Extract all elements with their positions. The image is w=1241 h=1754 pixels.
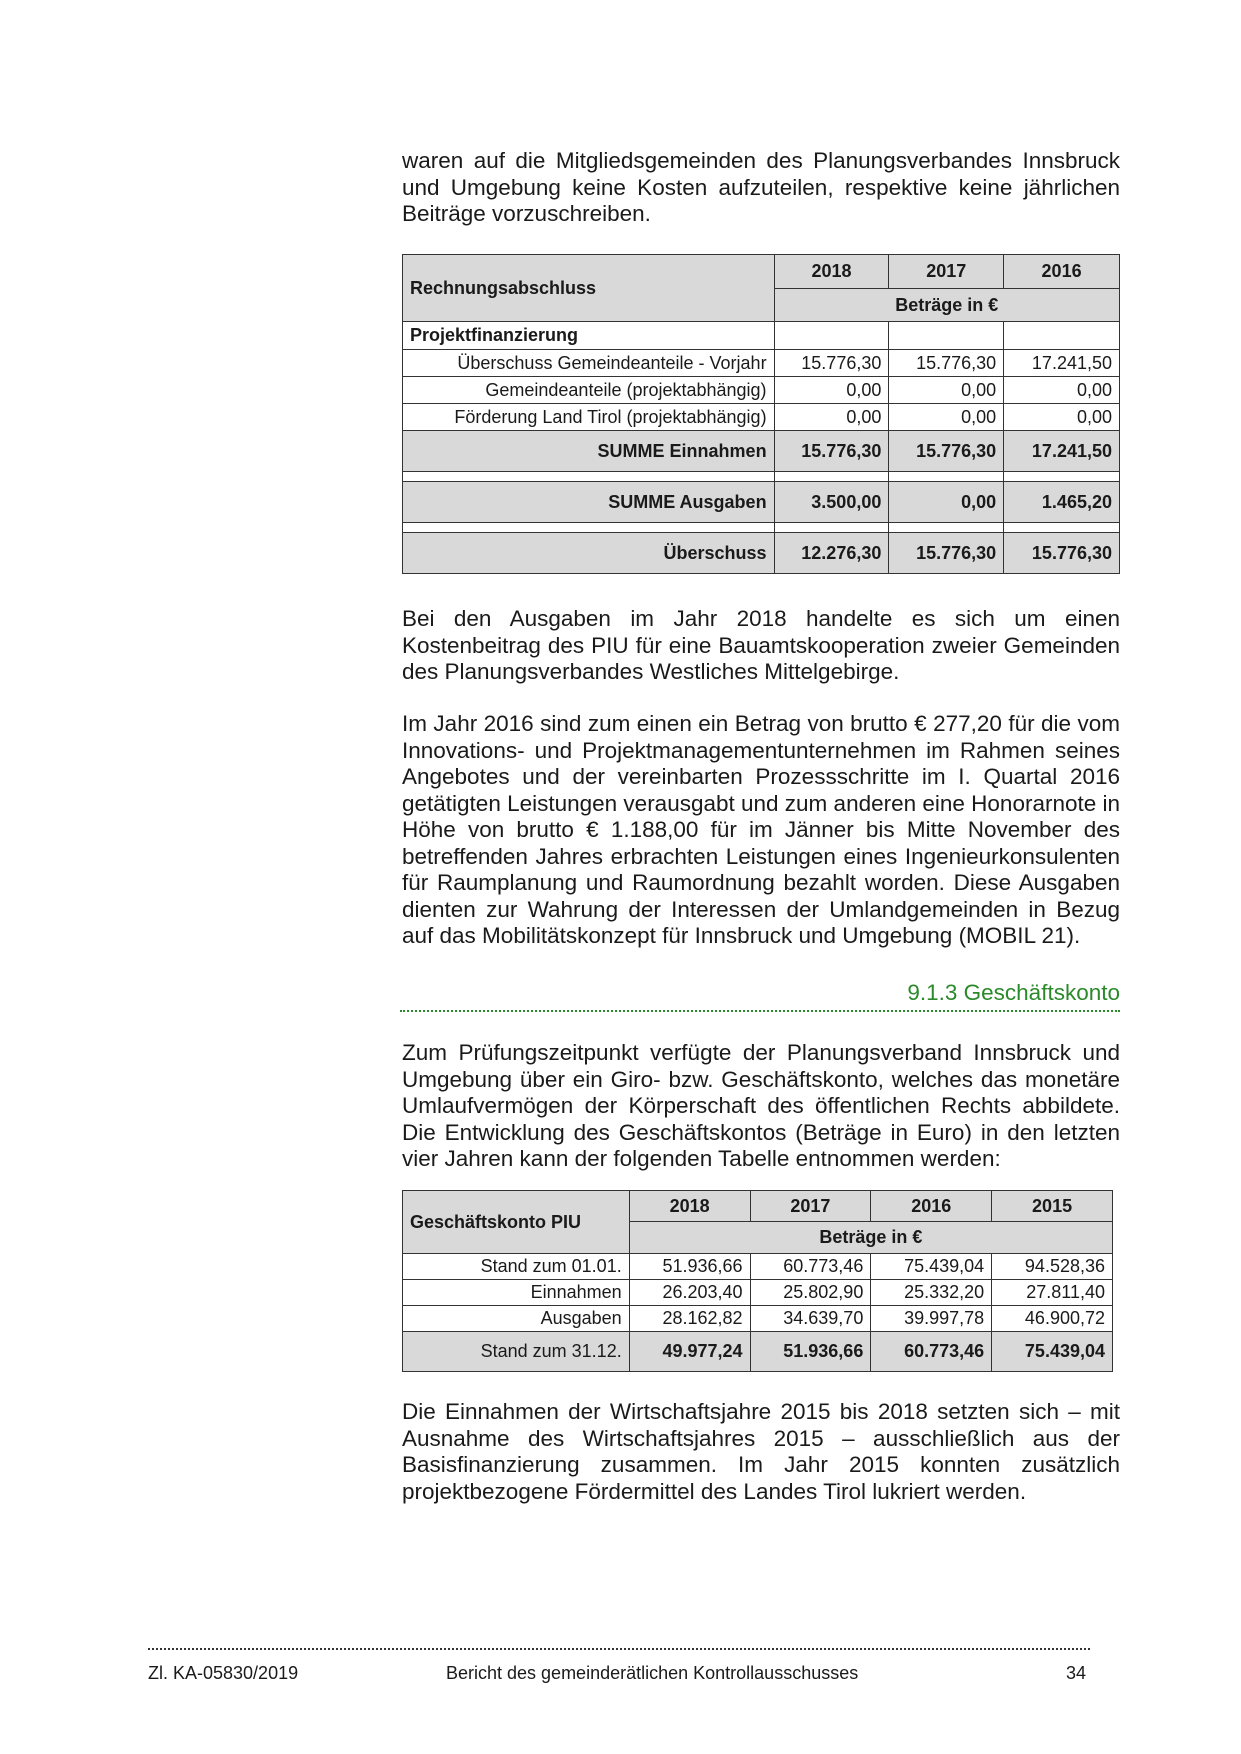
table-row: Einnahmen 26.203,40 25.802,90 25.332,20 27.811,40 [403, 1280, 1113, 1306]
footer-title: Bericht des gemeinderätlichen Kontrollausschusses [446, 1663, 859, 1683]
rechnungsabschluss-table [402, 254, 1120, 574]
intro-paragraph: waren auf die Mitgliedsgemeinden des Planungsverbandes Innsbruck und Umgebung keine Kosten aufzuteilen, respektive keine jährlichen Beiträge vorzuschreiben. [402, 148, 1120, 226]
table1-year-header: 2017 [889, 255, 1004, 289]
sum-expenses-row: SUMME Ausgaben 3.500,00 0,00 1.465,20 [403, 482, 1120, 523]
einnahmen-paragraph: Die Einnahmen der Wirtschaftsjahre 2015 bis 2018 setzten sich – mit Ausnahme des Wirtschaftsjahres 2015 – ausschließlich aus der Basisfinanzierung zusammen. Im Jahr 2015 konnten zusätzlich projektbezogene Fördermittel des Landes Tirol lukriert werden. [402, 1399, 1120, 1504]
table-row: Gemeindeanteile (projektabhängig) 0,00 0,00 0,00 [403, 377, 1120, 404]
table-row: Stand zum 01.01. 51.936,66 60.773,46 75.439,04 94.528,36 [403, 1254, 1113, 1280]
table2-unit-label: Beträge in € [629, 1222, 1112, 1254]
footer-reference: Zl. KA-05830/2019 [148, 1663, 299, 1683]
table1-section-label: Projektfinanzierung [403, 322, 775, 350]
surplus-row: Überschuss 12.276,30 15.776,30 15.776,30 [403, 533, 1120, 574]
table2-year-header: 2016 [871, 1191, 992, 1222]
table-row: Förderung Land Tirol (projektabhängig) 0,00 0,00 0,00 [403, 404, 1120, 431]
geschaeftskonto-paragraph: Zum Prüfungszeitpunkt verfügte der Planungsverband Innsbruck und Umgebung über ein Giro- bzw. Geschäftskonto, welches das monetäre Umlaufvermögen der Körperschaft des öffentlichen Rechts abbildete. Die Entwicklung des Geschäftskontos (Beträge in Euro) in den letzten vier Jahren kann der folgenden Tabelle entnommen werden: [402, 1040, 1120, 1171]
table2-year-header: 2015 [992, 1191, 1113, 1222]
table1-year-header: 2016 [1004, 255, 1120, 289]
table1-year-header: 2018 [774, 255, 889, 289]
table-row: Ausgaben 28.162,82 34.639,70 39.997,78 46.900,72 [403, 1306, 1113, 1332]
footer-divider [148, 1648, 1090, 1650]
table2-year-header: 2018 [629, 1191, 750, 1222]
page-number: 34 [1066, 1663, 1087, 1683]
year-2016-paragraph: Im Jahr 2016 sind zum einen ein Betrag von brutto € 277,20 für die vom Innovations- und Projektmanagementunternehmen im Rahmen seines Angebotes und der vereinbarten Prozessschritte im I. Quartal 2016 getätigten Leistungen verausgabt und zum anderen eine Honorarnote in Höhe von brutto € 1.188,00 für im Jänner bis Mitte November des betreffenden Jahres erbrachten Leistungen eines Ingenieurkonsulenten für Raumplanung und Raumordnung bezahlt worden. Diese Ausgaben dienten zur Wahrung der Interessen der Umlandgemeinden in Bezug auf das Mobilitätskonzept für Innsbruck und Umgebung (MOBIL 21). [402, 711, 1121, 948]
end-balance-row: Stand zum 31.12. 49.977,24 51.936,66 60.773,46 75.439,04 [403, 1332, 1113, 1372]
geschaeftskonto-table [402, 1190, 1113, 1372]
heading-divider [400, 1010, 1120, 1012]
table2-title: Geschäftskonto PIU [403, 1191, 630, 1254]
table2-year-header: 2017 [750, 1191, 871, 1222]
table-row: Überschuss Gemeindeanteile - Vorjahr 15.776,30 15.776,30 17.241,50 [403, 350, 1120, 377]
section-heading: 9.1.3 Geschäftskonto [907, 980, 1120, 1005]
ausgaben-2018-paragraph: Bei den Ausgaben im Jahr 2018 handelte es sich um einen Kostenbeitrag des PIU für eine Bauamtskooperation zweier Gemeinden des Planungsverbandes Westliches Mittelgebirge. [402, 606, 1120, 684]
table1-title: Rechnungsabschluss [403, 255, 775, 322]
sum-income-row: SUMME Einnahmen 15.776,30 15.776,30 17.241,50 [403, 431, 1120, 472]
table1-unit-label: Beträge in € [774, 289, 1119, 322]
